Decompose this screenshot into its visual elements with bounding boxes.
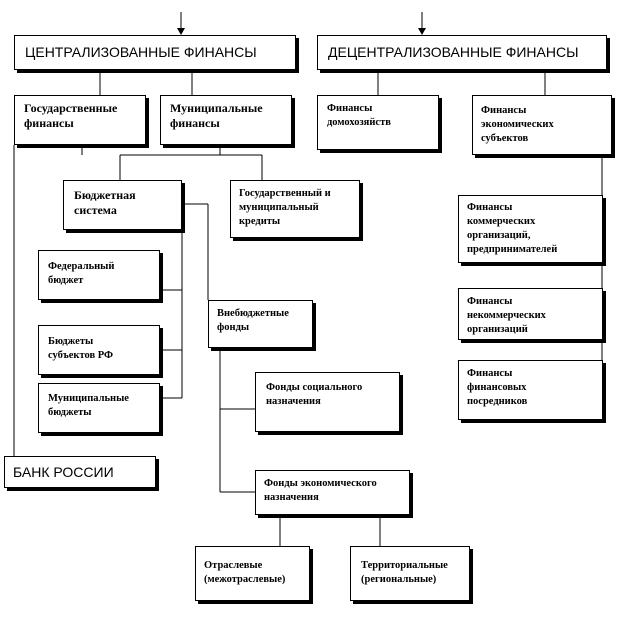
commercial-orgs-label: Финансы коммерческих организаций, предпринимателей <box>467 202 558 255</box>
commercial-orgs-box <box>458 195 603 263</box>
extrabudget-funds-box <box>208 300 313 348</box>
economic-entities-label: Финансы экономических субъектов <box>481 105 554 144</box>
municipal-budgets-label: Муниципальные бюджеты <box>48 393 129 418</box>
municipal-finance-box <box>160 95 292 145</box>
subject-budgets-label: Бюджеты субъектов РФ <box>48 336 114 361</box>
state-credit-label: Государственный и муниципальный кредиты <box>239 188 331 227</box>
financial-intermediaries-box <box>458 360 603 420</box>
state-finance-label: Государственные финансы <box>24 101 118 130</box>
sectoral-label: Отраслевые (межотраслевые) <box>204 560 286 585</box>
economic-funds-label: Фонды экономического назначения <box>264 478 377 503</box>
centralized-finance-label: ЦЕНТРАЛИЗОВАННЫЕ ФИНАНСЫ <box>25 44 257 60</box>
territorial-box <box>350 546 470 601</box>
territorial-label: Территориальные (региональные) <box>361 560 448 585</box>
budget-system-label: Бюджетная система <box>74 188 136 217</box>
sectoral-box <box>195 546 310 601</box>
state-credit-box <box>230 180 360 238</box>
federal-budget-box <box>38 250 160 300</box>
social-funds-box <box>255 372 400 432</box>
social-funds-label: Фонды социального назначения <box>266 382 363 407</box>
federal-budget-label: Федеральный бюджет <box>48 261 115 286</box>
state-finance-box <box>14 95 146 145</box>
decentralized-finance-box <box>317 35 607 70</box>
subject-budgets-box <box>38 325 160 375</box>
municipal-budgets-box <box>38 383 160 433</box>
noncommercial-orgs-box <box>458 288 603 340</box>
bank-of-russia-label: БАНК РОССИИ <box>13 464 114 480</box>
financial-intermediaries-label: Финансы финансовых посредников <box>467 368 528 407</box>
decentralized-finance-label: ДЕЦЕНТРАЛИЗОВАННЫЕ ФИНАНСЫ <box>328 44 579 60</box>
municipal-finance-label: Муниципальные финансы <box>170 101 263 130</box>
economic-entities-box <box>472 95 612 155</box>
bank-of-russia-box <box>4 456 156 488</box>
budget-system-box <box>63 180 182 230</box>
households-finance-label: Финансы домохозяйств <box>327 103 391 128</box>
centralized-finance-box <box>14 35 296 70</box>
noncommercial-orgs-label: Финансы некоммерческих организаций <box>467 296 546 335</box>
extrabudget-funds-label: Внебюджетные фонды <box>217 308 289 333</box>
economic-funds-box <box>255 470 410 515</box>
households-finance-box <box>317 95 439 150</box>
